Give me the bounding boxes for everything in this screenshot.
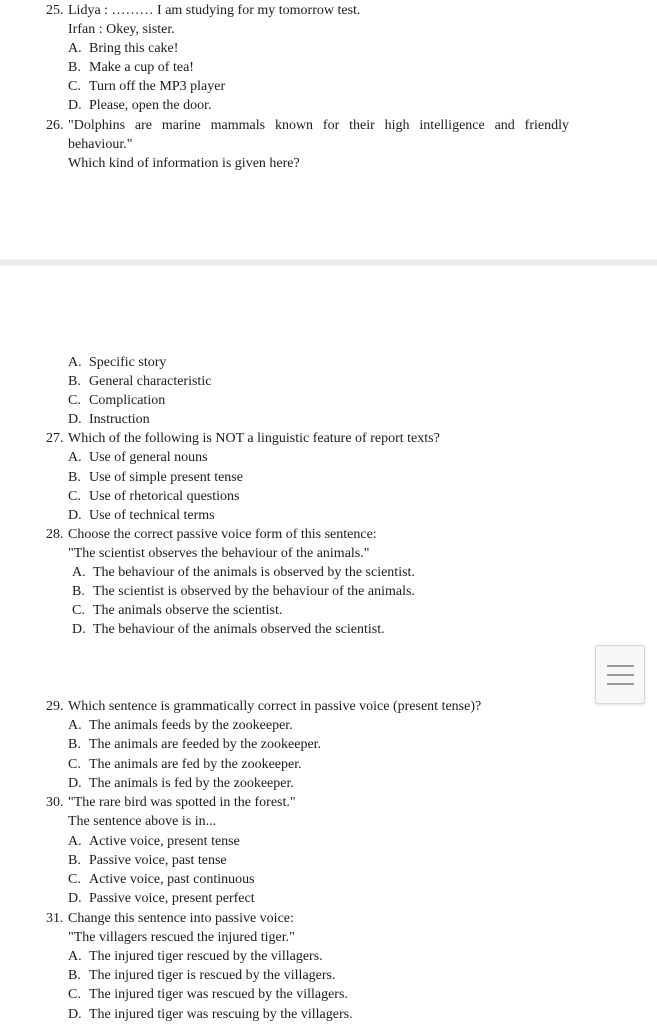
answer-option: C. The animals observe the scientist. [72,603,283,618]
answer-option: A. The animals feeds by the zookeeper. [68,718,293,733]
question-text: Which sentence is grammatically correct in passive voice (present tense)? [68,699,482,714]
answer-option: B. The animals are feeded by the zookeeper. [68,737,322,752]
question-number: 26. [46,118,64,133]
question-text: Lidya : ……… I am studying for my tomorrow test. [68,3,361,18]
question-text: behaviour." [68,137,133,152]
answer-option: A. The injured tiger rescued by the villagers. [68,949,323,964]
question-number: 30. [46,795,64,810]
question-text: The sentence above is in... [68,814,217,829]
answer-option: C. Turn off the MP3 player [68,79,226,94]
answer-option: C. The animals are fed by the zookeeper. [68,757,302,772]
question-number: 31. [46,911,64,926]
question-text: "The scientist observes the behaviour of the animals." [68,546,370,561]
answer-option: A. The behaviour of the animals is observed by the scientist. [72,565,415,580]
answer-option: D. Use of technical terms [68,508,215,523]
answer-option: A. Active voice, present tense [68,834,240,849]
question-text: "The rare bird was spotted in the forest." [68,795,296,810]
menu-button[interactable] [595,645,645,704]
question-text: Choose the correct passive voice form of this sentence: [68,527,377,542]
answer-option: D. The animals is fed by the zookeeper. [68,776,294,791]
question-text: Which of the following is NOT a linguistic feature of report texts? [68,431,440,446]
question-text: Change this sentence into passive voice: [68,911,294,926]
answer-option: A. Bring this cake! [68,41,179,56]
answer-option: A. Specific story [68,355,167,370]
answer-option: A. Use of general nouns [68,450,208,465]
answer-option: B. Use of simple present tense [68,470,243,485]
question-number: 28. [46,527,64,542]
answer-option: B. The scientist is observed by the behaviour of the animals. [72,584,415,599]
answer-option: C. Active voice, past continuous [68,872,255,887]
answer-option: B. The injured tiger is rescued by the villagers. [68,968,336,983]
question-number: 25. [46,3,64,18]
answer-option: D. The behaviour of the animals observed the scientist. [72,622,385,637]
answer-option: B. Make a cup of tea! [68,60,194,75]
question-text: Irfan : Okey, sister. [68,22,175,37]
question-number: 29. [46,699,64,714]
question-text: Which kind of information is given here? [68,156,300,171]
answer-option: D. The injured tiger was rescuing by the villagers. [68,1007,353,1022]
answer-option: D. Instruction [68,412,150,427]
answer-option: D. Passive voice, present perfect [68,891,255,906]
answer-option: C. Complication [68,393,166,408]
question-number: 27. [46,431,64,446]
answer-option: B. Passive voice, past tense [68,853,227,868]
answer-option: C. Use of rhetorical questions [68,489,240,504]
page-divider [0,259,657,266]
question-text: "Dolphins are marine mammals known for their high intelligence and friendly [68,118,569,133]
question-text: "The villagers rescued the injured tiger." [68,930,295,945]
answer-option: C. The injured tiger was rescued by the villagers. [68,987,348,1002]
answer-option: D. Please, open the door. [68,98,212,113]
answer-option: B. General characteristic [68,374,212,389]
